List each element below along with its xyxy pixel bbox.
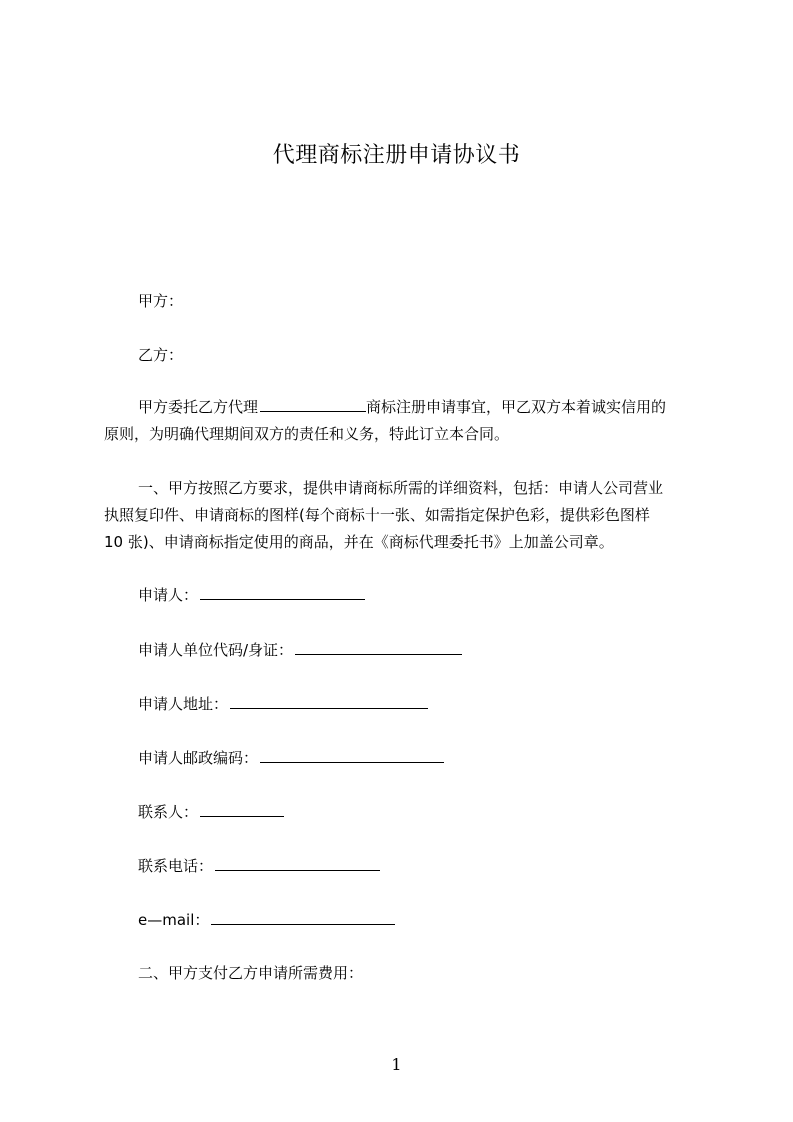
applicant-postcode-field [138,747,444,768]
intro-line-1-end: 商标注册申请事宜，甲乙双方本着诚实信用的 [366,398,667,416]
applicant-code-blank [295,639,462,655]
contact-label: 联系人： [138,803,199,821]
intro-paragraph [104,394,702,448]
email-field [138,909,395,930]
contact-phone-field [138,855,380,876]
contact-field [138,801,284,822]
applicant-address-field [138,693,428,714]
applicant-field [138,584,365,605]
applicant-postcode-label: 申请人邮政编码： [138,749,259,767]
party-b-label: 乙方： [138,346,184,364]
page-number: 1 [391,1055,402,1074]
clause-2-heading: 二、甲方支付乙方申请所需费用： [138,964,364,982]
document-title: 代理商标注册申请协议书 [272,143,521,168]
email-blank [211,909,395,925]
clause-1-line-2: 执照复印件、申请商标的图样(每个商标十一张、如需指定保护色彩，提供彩色图样 [104,506,650,524]
party-a-label: 甲方： [138,292,184,310]
intro-line-1-start: 甲方委托乙方代理 [138,398,259,416]
applicant-blank [200,584,365,600]
intro-line-2: 原则，为明确代理期间双方的责任和义务，特此订立本合同。 [104,425,510,443]
contact-phone-blank [215,855,380,871]
applicant-code-label: 申请人单位代码/身证： [138,641,294,659]
applicant-postcode-blank [260,747,444,763]
applicant-address-label: 申请人地址： [138,695,229,713]
contact-blank [200,801,284,817]
applicant-address-blank [230,693,428,709]
contact-phone-label: 联系电话： [138,857,214,875]
applicant-label: 申请人： [138,586,199,604]
clause-1-paragraph [104,475,702,556]
agent-trademark-blank [260,396,366,412]
clause-1-line-1: 一、甲方按照乙方要求，提供申请商标所需的详细资料，包括：申请人公司营业 [138,479,664,497]
applicant-code-field [138,639,462,660]
email-label: e—mail： [138,911,210,929]
clause-1-line-3: 10 张)、申请商标指定使用的商品，并在《商标代理委托书》上加盖公司章。 [104,533,614,551]
intro-line-1 [104,394,702,421]
